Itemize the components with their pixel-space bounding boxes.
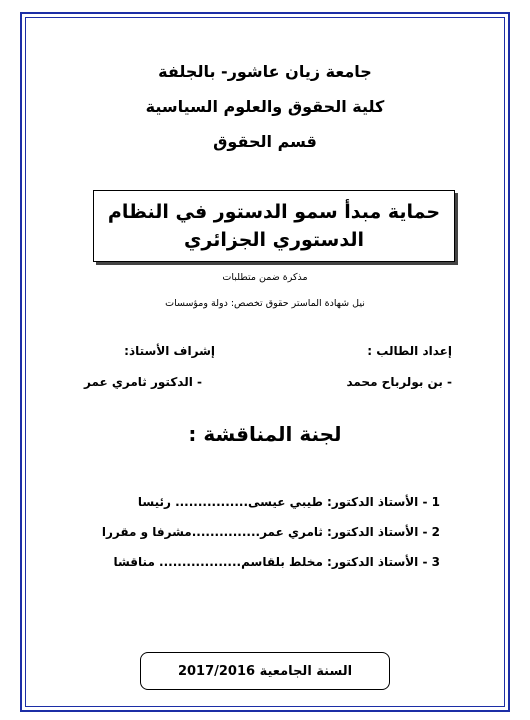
memo-line-1: مذكرة ضمن متطلبات <box>222 272 308 283</box>
thesis-title-box <box>93 190 455 262</box>
memo-line-2: نيل شهادة الماستر حقوق تخصص: دولة ومؤسسات <box>165 298 365 309</box>
university-name: جامعة زيان عاشور- بالجلفة <box>158 62 372 81</box>
academic-year: السنة الجامعية 2017/2016 <box>177 663 353 679</box>
supervisor-label: إشراف الأستاذ: <box>124 344 215 358</box>
committee-member-1: 1 - الأستاذ الدكتور: طيبي عيسى................ رئيسا <box>137 495 440 509</box>
prepared-by-label: إعداد الطالب : <box>367 344 452 358</box>
student-name: - بن بولرباح محمد <box>346 375 452 389</box>
department-name: قسم الحقوق <box>213 132 317 151</box>
faculty-name: كلية الحقوق والعلوم السياسية <box>145 97 385 116</box>
committee-member-2: 2 - الأستاذ الدكتور: ثامري عمر...............مشرفا و مقررا <box>101 525 440 539</box>
thesis-title-line-1: حماية مبدأ سمو الدستور في النظام <box>107 201 441 223</box>
supervisor-name: - الدكتور ثامري عمر <box>84 375 202 389</box>
committee-member-3: 3 - الأستاذ الدكتور: مخلط بلقاسم.................. مناقشا <box>113 555 440 569</box>
committee-heading: لجنة المناقشة : <box>188 422 342 446</box>
academic-year-box <box>140 652 390 690</box>
thesis-title-line-2: الدستوري الجزائري <box>184 229 364 251</box>
page-border-inner <box>25 17 505 707</box>
